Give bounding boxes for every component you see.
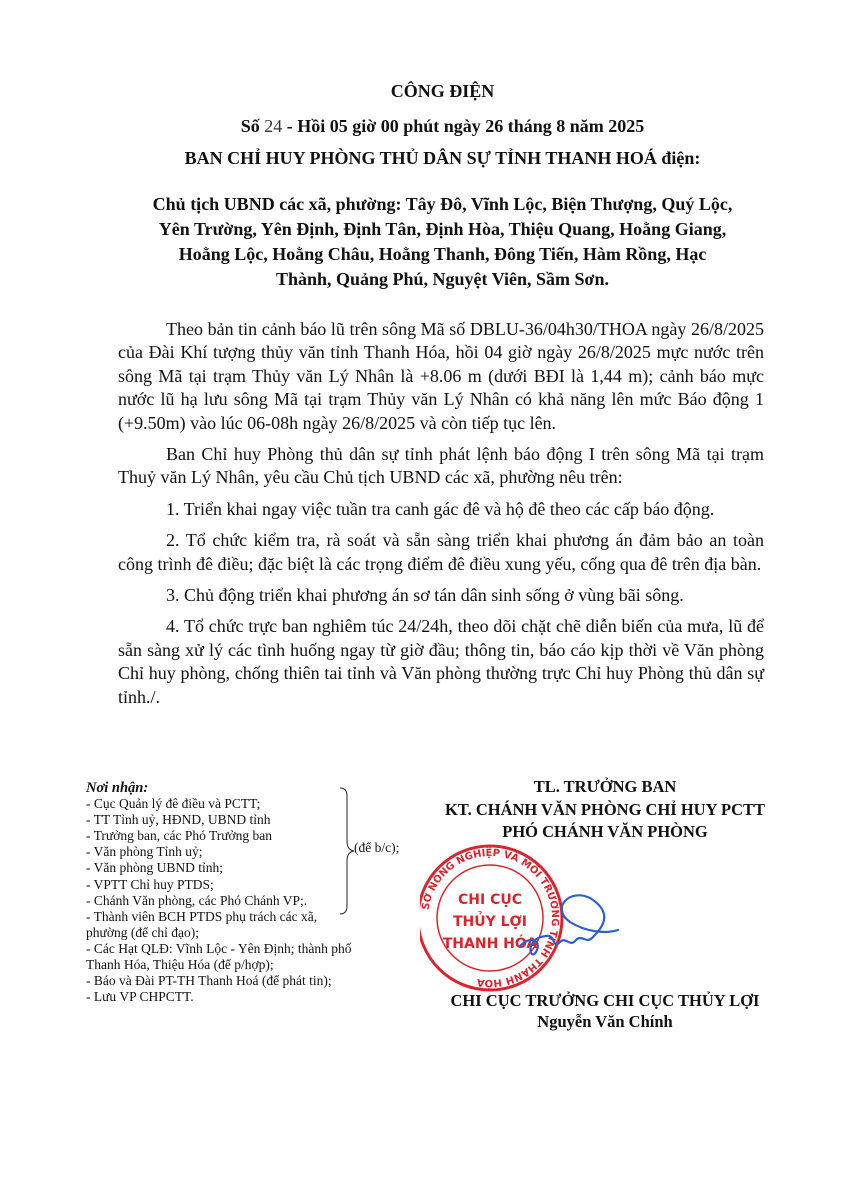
recipients-block — [110, 192, 775, 292]
receiver-item: - Cục Quản lý đê điều và PCTT; — [86, 796, 261, 812]
body-paragraph-2: Ban Chỉ huy Phòng thủ dân sự tỉnh phát lệnh báo động I trên sông Mã tại trạm Thuỷ văn Lý Nhân, yêu cầu Chủ tịch UBND các xã, phường nêu trên: — [118, 444, 764, 488]
signer-position: CHI CỤC TRƯỞNG CHI CỤC THỦY LỢI — [450, 991, 760, 1010]
seal-ring-text: SỞ NÔNG NGHIỆP VÀ MÔI TRƯỜNG TỈNH THANH HÓA — [420, 847, 561, 989]
recipients-line: Thành, Quảng Phú, Nguyệt Viên, Sầm Sơn. — [275, 269, 610, 289]
document-title: CÔNG ĐIỆN — [390, 81, 495, 101]
receiver-item: - VPTT Chỉ huy PTDS; — [86, 876, 214, 892]
signature-line-2: KT. CHÁNH VĂN PHÒNG CHỈ HUY PCTT — [444, 800, 766, 819]
receiver-item: - Các Hạt QLĐ: Vĩnh Lộc - Yên Định; thành phố Thanh Hóa, Thiệu Hóa (để p/hợp); — [86, 940, 352, 973]
task-item-2: 2. Tổ chức kiểm tra, rà soát và sẵn sàng triển khai phương án đảm bảo an toàn công trình đê điều; đặc biệt là các trọng điểm đê điều xung yếu, cống qua đê trên địa bàn. — [118, 530, 764, 574]
document-number-line — [0, 116, 841, 137]
signer-name: Nguyễn Văn Chính — [537, 1012, 673, 1031]
body-paragraph-1: Theo bản tin cảnh báo lũ trên sông Mã số DBLU-36/04h30/THOA ngày 26/8/2025 của Đài Khí tượng thủy văn tỉnh Thanh Hóa, hồi 04 giờ ngày 26/8/2025 mực nước trên sông Mã tại trạm Thủy văn Lý Nhân là +8.06 m (dưới BĐI là 1,44 m); cảnh báo mực nước lũ hạ lưu sông Mã tại trạm Thủy văn Lý Nhân có khả năng lên mức Báo động 1 (+9.50m) vào lúc 06-08h ngày 26/8/2025 và còn tiếp tục lên. — [118, 319, 764, 433]
seal-center-line-1: CHI CỤC — [458, 892, 522, 908]
receiver-item: - Chánh Văn phòng, các Phó Chánh VP;. — [86, 892, 308, 908]
receiver-item: - Văn phòng Tỉnh uỷ; — [86, 844, 203, 860]
receivers-list — [86, 780, 356, 1005]
signature-line-1: TL. TRƯỞNG BAN — [533, 777, 677, 796]
task-item-4: 4. Tổ chức trực ban nghiêm túc 24/24h, theo dõi chặt chẽ diễn biến của mưa, lũ để sẵn sàng xử lý các tình huống ngay từ giờ đầu; thông tin, báo cáo kịp thời về Văn phòng Chỉ huy phòng, chống thiên tai tỉnh và Văn phòng thường trực Chỉ huy Phòng thủ dân sự tỉnh./. — [118, 616, 764, 707]
receivers-heading: Nơi nhận: — [86, 780, 149, 796]
number-suffix: - Hồi 05 giờ 00 phút ngày 26 tháng 8 năm 2025 — [286, 116, 645, 136]
document-body — [118, 318, 764, 717]
official-seal-icon — [420, 838, 620, 998]
task-item-1: 1. Triển khai ngay việc tuần tra canh gác đê và hộ đê theo các cấp báo động. — [166, 498, 715, 519]
receiver-item: - Lưu VP CHPCTT. — [86, 989, 194, 1005]
seal-center-line-2: THỦY LỢI — [452, 914, 528, 930]
bracket-note: (để b/c); — [354, 840, 400, 855]
receiver-item: - TT Tỉnh uỷ, HĐND, UBND tỉnh — [86, 812, 271, 828]
signature-line-3: PHÓ CHÁNH VĂN PHÒNG — [502, 822, 708, 841]
seal-center-line-3: THANH HÓA — [442, 936, 538, 952]
issuer-line: BAN CHỈ HUY PHÒNG THỦ DÂN SỰ TỈNH THANH HOÁ điện: — [184, 148, 701, 168]
receiver-item: - Văn phòng UBND tỉnh; — [86, 860, 223, 876]
receiver-item: - Báo và Đài PT-TH Thanh Hoá (để phát tin); — [86, 973, 332, 989]
receiver-item: - Thành viên BCH PTDS phụ trách các xã, phường (để chỉ đạo); — [86, 908, 318, 940]
recipients-line: Yên Trường, Yên Định, Định Tân, Định Hòa, Thiệu Quang, Hoằng Giang, — [158, 219, 727, 239]
task-item-3: 3. Chủ động triển khai phương án sơ tán dân sinh sống ở vùng bãi sông. — [166, 585, 684, 606]
number-value: 24 — [264, 116, 283, 136]
recipients-line: Hoằng Lộc, Hoằng Châu, Hoằng Thanh, Đông Tiến, Hàm Rồng, Hạc — [178, 244, 707, 264]
receiver-item: - Trưởng ban, các Phó Trưởng ban — [86, 828, 273, 844]
recipients-line: Chủ tịch UBND các xã, phường: Tây Đô, Vĩnh Lộc, Biện Thượng, Quý Lộc, — [152, 194, 733, 214]
number-prefix: Số — [240, 116, 260, 136]
